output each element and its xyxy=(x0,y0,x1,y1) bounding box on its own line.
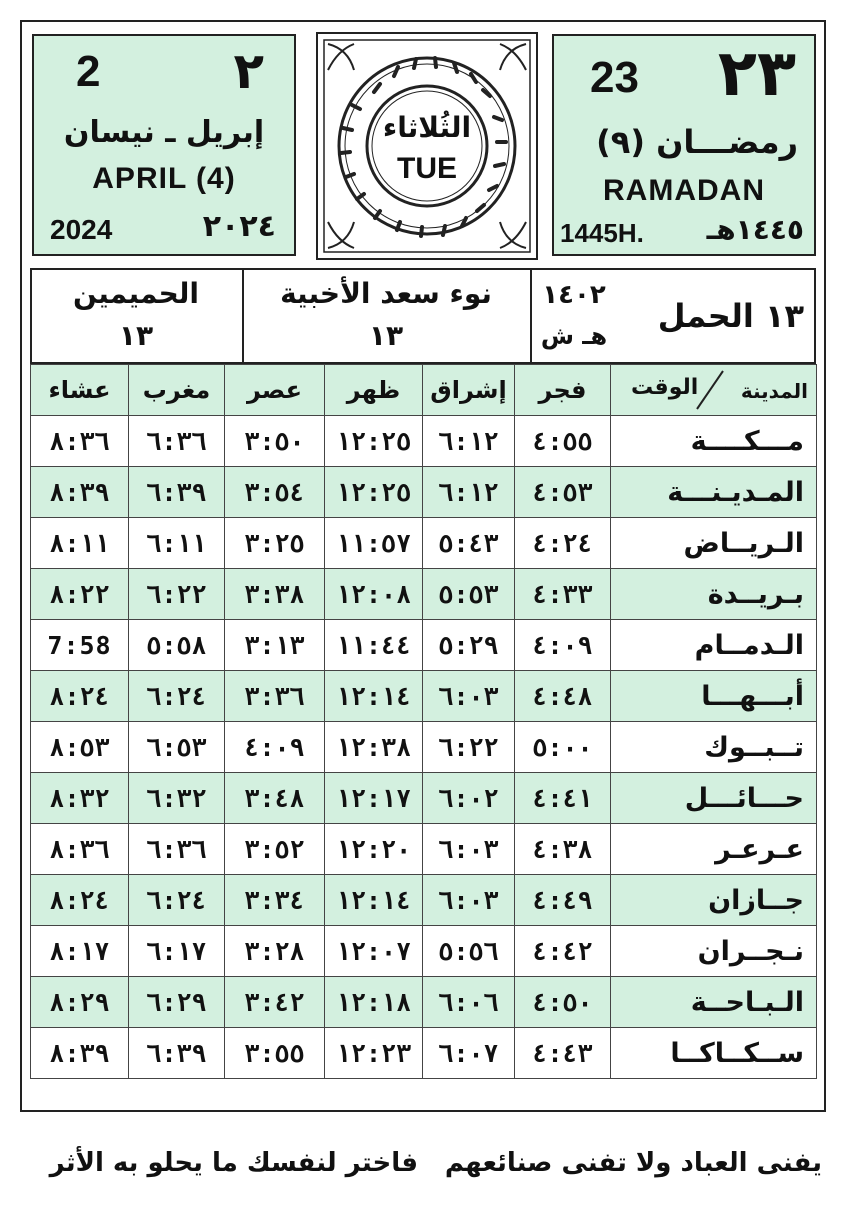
time-dhuhr: ١٢:١٨ xyxy=(325,977,423,1028)
time-fajr: ٤:٤١ xyxy=(515,773,611,824)
time-maghrib: ٦:٢٤ xyxy=(129,671,225,722)
time-ishraq: ٦:٠٢ xyxy=(423,773,515,824)
table-row xyxy=(31,926,817,977)
time-maghrib: ٦:٣٢ xyxy=(129,773,225,824)
solar-month: ١٣ الحمل xyxy=(657,297,804,335)
time-dhuhr: ١٢:٢٥ xyxy=(325,416,423,467)
header-ishraq: إشراق xyxy=(423,365,515,416)
time-maghrib: ٦:٣٩ xyxy=(129,1028,225,1079)
city-name: الـريــاض xyxy=(611,518,817,569)
time-isha: ٨:٣٢ xyxy=(31,773,129,824)
time-ishraq: ٦:١٢ xyxy=(423,416,515,467)
time-maghrib: ٦:٥٣ xyxy=(129,722,225,773)
city-name: الـدمــام xyxy=(611,620,817,671)
city-name: حـــائـــل xyxy=(611,773,817,824)
time-ishraq: ٥:٥٣ xyxy=(423,569,515,620)
gregorian-day-arabic: ٢ xyxy=(233,42,264,100)
time-maghrib: ٦:٣٦ xyxy=(129,824,225,875)
gregorian-month-arabic: إبريل ـ نيسان xyxy=(63,115,265,150)
time-maghrib: ٦:٢٤ xyxy=(129,875,225,926)
time-isha: ٨:٥٣ xyxy=(31,722,129,773)
table-row xyxy=(31,722,817,773)
solar-year: ١٤٠٢ xyxy=(542,280,606,310)
hijri-day-latin: 23 xyxy=(590,53,639,102)
header-asr: عصر xyxy=(225,365,325,416)
time-maghrib: ٦:١١ xyxy=(129,518,225,569)
solar-year-suffix: هـ ش xyxy=(540,322,608,350)
table-row xyxy=(31,977,817,1028)
time-dhuhr: ١٢:٢٣ xyxy=(325,1028,423,1079)
time-asr: ٤:٠٩ xyxy=(225,722,325,773)
time-isha: ٨:٢٤ xyxy=(31,875,129,926)
time-asr: ٣:٣٨ xyxy=(225,569,325,620)
hijri-month-latin: RAMADAN xyxy=(603,174,765,207)
time-maghrib: ٦:٣٦ xyxy=(129,416,225,467)
solar-year-cell xyxy=(530,270,616,362)
table-row xyxy=(31,1028,817,1079)
anwa-day: ١٣ xyxy=(368,319,404,352)
city-name: أبـــهـــا xyxy=(611,671,817,722)
footer-verse-left: فاختر لنفسك ما يحلو به الأثر xyxy=(49,1148,418,1178)
time-asr: ٣:٥٢ xyxy=(225,824,325,875)
time-isha: ٨:٣٦ xyxy=(31,416,129,467)
time-dhuhr: ١٢:٣٨ xyxy=(325,722,423,773)
calendar-page xyxy=(20,20,826,1112)
header-fajr: فجر xyxy=(515,365,611,416)
header-maghrib: مغرب xyxy=(129,365,225,416)
header-city-time xyxy=(611,365,817,416)
time-fajr: ٤:٠٩ xyxy=(515,620,611,671)
time-ishraq: ٦:٠٧ xyxy=(423,1028,515,1079)
table-row xyxy=(31,518,817,569)
time-asr: ٣:٤٨ xyxy=(225,773,325,824)
table-row xyxy=(31,620,817,671)
time-fajr: ٤:٤٨ xyxy=(515,671,611,722)
time-dhuhr: ١٢:٢٠ xyxy=(325,824,423,875)
time-isha: ٨:٣٩ xyxy=(31,467,129,518)
time-fajr: ٥:٠٠ xyxy=(515,722,611,773)
time-isha: ٨:٢٩ xyxy=(31,977,129,1028)
time-dhuhr: ١٢:١٧ xyxy=(325,773,423,824)
time-isha: ٨:٣٦ xyxy=(31,824,129,875)
time-maghrib: ٦:٢٩ xyxy=(129,977,225,1028)
hijri-year-arabic: ١٤٤٥هـ xyxy=(706,213,804,246)
weekday-latin: TUE xyxy=(397,152,457,185)
time-isha: 7:58 xyxy=(31,620,129,671)
footer-verse xyxy=(20,1144,826,1184)
time-asr: ٣:٥٠ xyxy=(225,416,325,467)
footer-verse-right: يفنى العباد ولا تفنى صنائعهم xyxy=(444,1148,822,1178)
time-isha: ٨:٣٩ xyxy=(31,1028,129,1079)
time-fajr: ٤:٥٥ xyxy=(515,416,611,467)
time-ishraq: ٦:١٢ xyxy=(423,467,515,518)
time-fajr: ٤:٣٨ xyxy=(515,824,611,875)
city-name: ســكــاكــا xyxy=(611,1028,817,1079)
time-isha: ٨:١٧ xyxy=(31,926,129,977)
gregorian-month-latin: APRIL (4) xyxy=(92,162,236,195)
time-ishraq: ٦:٠٣ xyxy=(423,875,515,926)
time-maghrib: ٦:٣٩ xyxy=(129,467,225,518)
prayer-times-body xyxy=(31,416,817,1079)
season-name: الحميمين xyxy=(73,277,199,310)
city-name: نـجــران xyxy=(611,926,817,977)
time-asr: ٣:١٣ xyxy=(225,620,325,671)
anwa-name: نوء سعد الأخبية xyxy=(280,277,492,310)
solar-month-cell xyxy=(616,270,814,362)
city-name: بـريــدة xyxy=(611,569,817,620)
table-row xyxy=(31,467,817,518)
city-name: جــازان xyxy=(611,875,817,926)
time-ishraq: ٦:٠٣ xyxy=(423,824,515,875)
header-isha: عشاء xyxy=(31,365,129,416)
time-ishraq: ٥:٥٦ xyxy=(423,926,515,977)
table-header-row xyxy=(31,365,817,416)
time-dhuhr: ١١:٤٤ xyxy=(325,620,423,671)
emblem-seal xyxy=(314,30,540,262)
anwa-cell xyxy=(242,270,530,362)
time-fajr: ٤:٣٣ xyxy=(515,569,611,620)
time-fajr: ٤:٤٩ xyxy=(515,875,611,926)
table-row xyxy=(31,824,817,875)
hijri-month-arabic: رمضـــان (٩) xyxy=(596,123,798,161)
time-asr: ٣:٢٨ xyxy=(225,926,325,977)
time-ishraq: ٥:٢٩ xyxy=(423,620,515,671)
seasonal-info-row xyxy=(30,268,816,364)
city-name: الـبـاحــة xyxy=(611,977,817,1028)
city-name: المـديـنـــة xyxy=(611,467,817,518)
time-asr: ٣:٢٥ xyxy=(225,518,325,569)
time-dhuhr: ١١:٥٧ xyxy=(325,518,423,569)
header-dhuhr: ظهر xyxy=(325,365,423,416)
time-asr: ٣:٣٤ xyxy=(225,875,325,926)
city-name: مـــكــــة xyxy=(611,416,817,467)
time-fajr: ٤:٤٣ xyxy=(515,1028,611,1079)
gregorian-day-latin: 2 xyxy=(76,47,101,96)
season-day: ١٣ xyxy=(118,319,154,352)
city-name: عـرعـر xyxy=(611,824,817,875)
table-row xyxy=(31,671,817,722)
time-fajr: ٤:٢٤ xyxy=(515,518,611,569)
hijri-day-arabic: ٢٣ xyxy=(717,37,796,111)
city-name: تــبــوك xyxy=(611,722,817,773)
weekday-arabic: الثُلاثاء xyxy=(382,111,472,144)
time-dhuhr: ١٢:٢٥ xyxy=(325,467,423,518)
gregorian-year-arabic: ٢٠٢٤ xyxy=(202,209,276,244)
table-row xyxy=(31,569,817,620)
time-dhuhr: ١٢:٠٨ xyxy=(325,569,423,620)
hijri-date-box xyxy=(552,34,816,256)
time-isha: ٨:٢٢ xyxy=(31,569,129,620)
time-maghrib: ٦:١٧ xyxy=(129,926,225,977)
time-ishraq: ٦:٠٦ xyxy=(423,977,515,1028)
hijri-year-latin: 1445H. xyxy=(560,218,644,248)
time-fajr: ٤:٤٢ xyxy=(515,926,611,977)
time-maghrib: ٥:٥٨ xyxy=(129,620,225,671)
time-dhuhr: ١٢:١٤ xyxy=(325,671,423,722)
time-asr: ٣:٥٥ xyxy=(225,1028,325,1079)
time-fajr: ٤:٥٣ xyxy=(515,467,611,518)
time-dhuhr: ١٢:٠٧ xyxy=(325,926,423,977)
time-dhuhr: ١٢:١٤ xyxy=(325,875,423,926)
table-row xyxy=(31,773,817,824)
time-asr: ٣:٤٢ xyxy=(225,977,325,1028)
table-row xyxy=(31,416,817,467)
time-isha: ٨:١١ xyxy=(31,518,129,569)
time-asr: ٣:٥٤ xyxy=(225,467,325,518)
prayer-times-table xyxy=(30,364,817,1079)
time-ishraq: ٥:٤٣ xyxy=(423,518,515,569)
table-row xyxy=(31,875,817,926)
time-isha: ٨:٢٤ xyxy=(31,671,129,722)
time-ishraq: ٦:٢٢ xyxy=(423,722,515,773)
calendar-header xyxy=(30,30,816,268)
time-maghrib: ٦:٢٢ xyxy=(129,569,225,620)
header-city: المدينة xyxy=(740,379,808,403)
time-fajr: ٤:٥٠ xyxy=(515,977,611,1028)
ornamental-calligraphy-seal-icon xyxy=(314,30,540,262)
gregorian-date-box xyxy=(32,34,296,256)
season-cell xyxy=(32,270,242,362)
time-asr: ٣:٣٦ xyxy=(225,671,325,722)
time-ishraq: ٦:٠٣ xyxy=(423,671,515,722)
header-time: الوقت xyxy=(631,375,699,400)
gregorian-year-latin: 2024 xyxy=(50,214,113,245)
